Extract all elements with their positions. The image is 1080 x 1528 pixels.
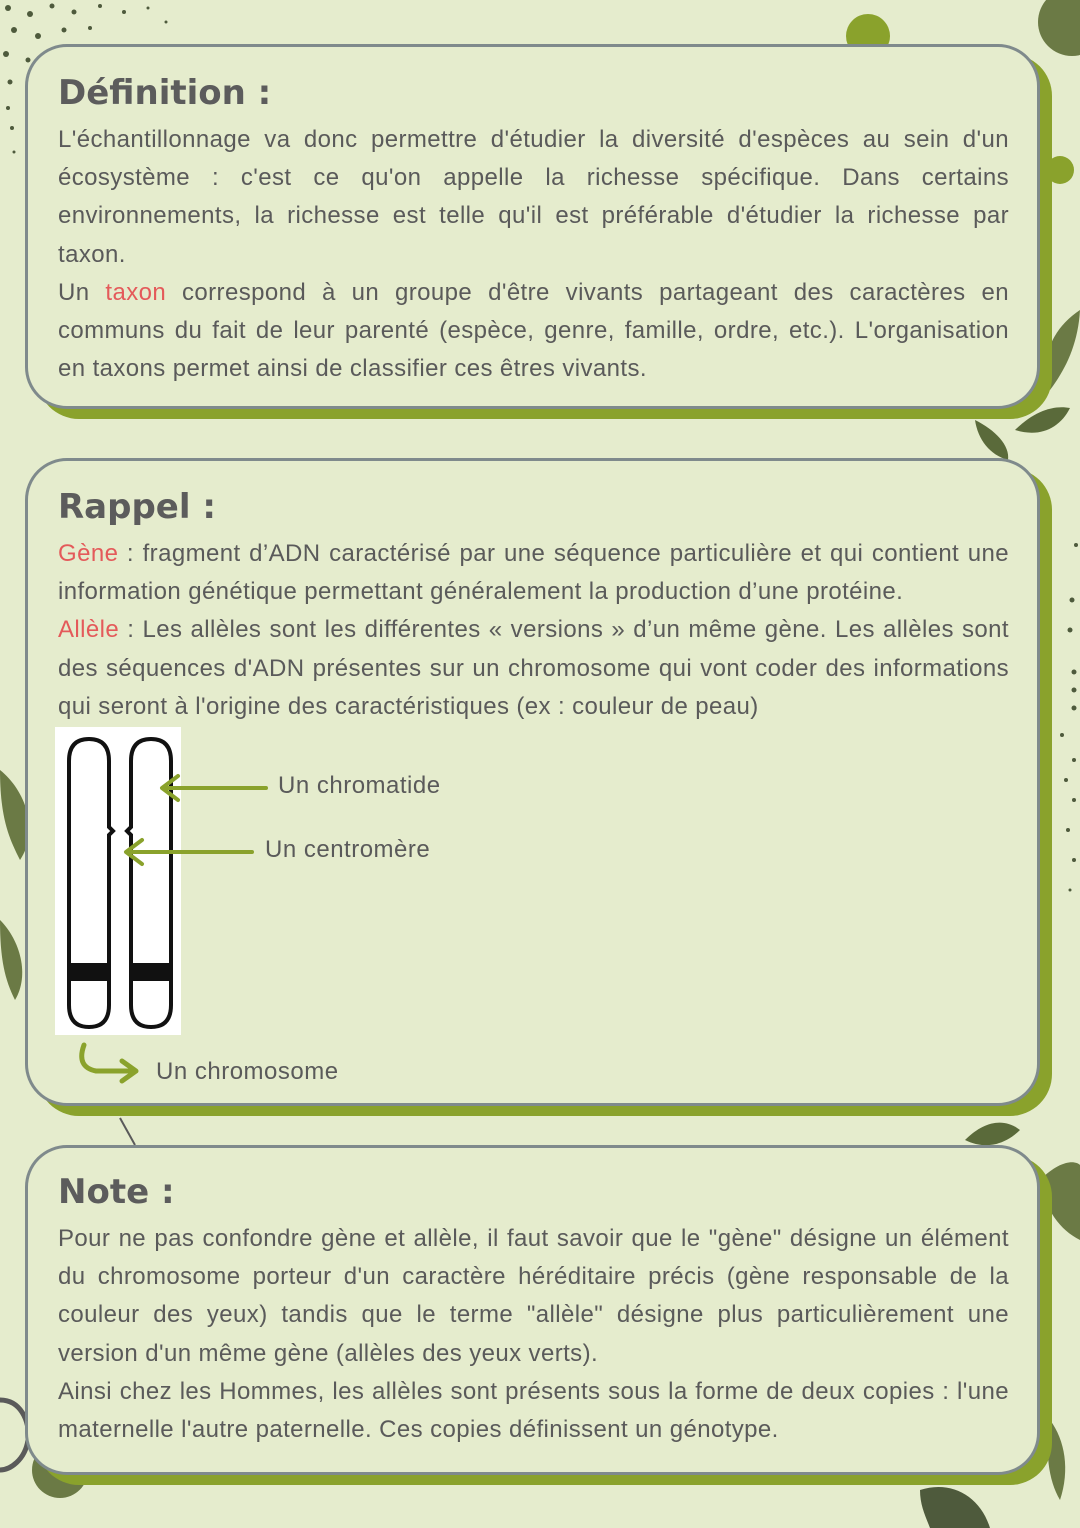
definition-paragraph: L'échantillonnage va donc permettre d'étudier la diversité d'espèces au sein d'un écosystème : c'est ce qu'on appelle la richesse spécifique. Dans certains environnements, la richesse est telle qu'il est préférable d'étudier la richesse par taxon. xyxy=(58,126,1009,268)
curved-arrow-icon xyxy=(76,1041,146,1086)
note-paragraph-1: Pour ne pas confondre gène et allèle, il faut savoir que le "gène" désigne un élément du chromosome porteur d'un caractère héréditaire précis (gène responsable de la couleur des yeux) tandis que le terme "allèle" désigne plus particulièrement une version d'un même gène (allèles des yeux verts). xyxy=(58,1225,1009,1367)
gene-definition: : fragment d’ADN caractérisé par une séquence particulière et qui contient une information génétique permettant généralement la production d’une protéine. xyxy=(58,540,1009,606)
label-chromatide: Un chromatide xyxy=(278,772,441,799)
gene-paragraph xyxy=(58,535,1009,611)
arrow-chromatide-icon xyxy=(156,773,276,803)
gene-term: Gène xyxy=(58,540,119,567)
left-chromatid xyxy=(69,739,113,1027)
arrow-centromere-icon xyxy=(120,837,260,867)
band-left xyxy=(69,963,109,981)
label-centromere: Un centromère xyxy=(265,836,431,863)
allele-term: Allèle xyxy=(58,616,120,644)
taxon-intro: Un xyxy=(58,278,106,306)
taxon-paragraph xyxy=(58,274,1009,389)
rappel-title: Rappel : xyxy=(58,487,216,527)
label-chromosome: Un chromosome xyxy=(156,1058,339,1085)
definition-card xyxy=(25,44,1040,409)
definition-title: Définition : xyxy=(58,73,272,113)
note-title: Note : xyxy=(58,1172,175,1212)
taxon-text: correspond à un groupe d'être vivants partageant des caractères en communs du fait de leur parenté (espèce, genre, famille, ordre, etc.). L'organisation en taxons permet ainsi de classifier ces êtres vivants. xyxy=(58,278,1009,383)
band-right xyxy=(131,963,171,981)
note-paragraph-2: Ainsi chez les Hommes, les allèles sont présents sous la forme de deux copies : l'une maternelle l'autre paternelle. Ces copies définissent un génotype. xyxy=(58,1377,1009,1444)
rappel-card xyxy=(25,458,1040,1106)
allele-definition: : Les allèles sont les différentes « versions » d’un même gène. Les allèles sont des séquences d'ADN présentes sur un chromosome qui vont coder des informations qui seront à l'origine des caractéristiques (ex : couleur de peau) xyxy=(58,616,1009,720)
note-card xyxy=(25,1145,1040,1475)
allele-paragraph xyxy=(58,611,1009,726)
taxon-term: taxon xyxy=(105,278,167,306)
